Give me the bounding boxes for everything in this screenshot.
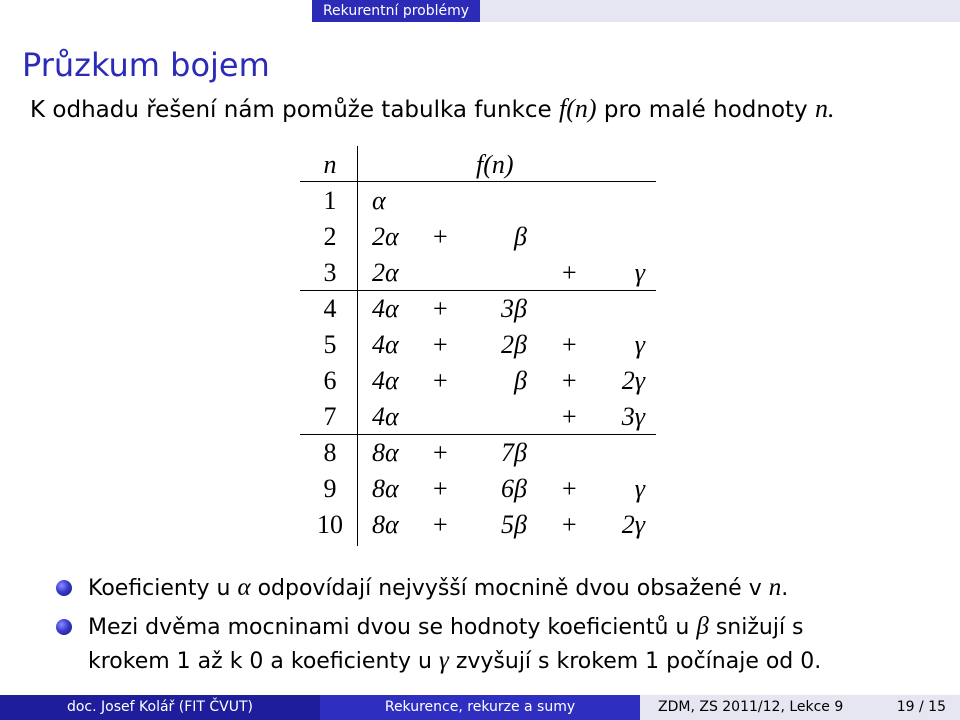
intro-end: . [827,94,835,123]
row-plus-1: + [433,294,448,323]
row-gamma-term: γ [634,474,645,503]
bullet-1-n: n [768,574,782,601]
table-vertical-line [357,146,358,546]
row-gamma-term: γ [634,330,645,359]
intro-before: K odhadu řešení nám pomůže tabulka funkce [30,97,559,123]
row-beta-term: 2β [501,330,527,359]
row-alpha-term: 4α [372,402,399,431]
bullet-2-gamma: γ [438,647,449,674]
row-n: 1 [323,186,337,215]
values-table [300,146,660,550]
header-bar-left [0,0,312,22]
table-group-rule-1 [300,290,656,291]
row-alpha-term: 4α [372,330,399,359]
row-alpha-term: 4α [372,294,399,323]
row-n: 3 [323,258,337,287]
row-n: 10 [317,510,343,539]
bullet-2-line2-post: zvyšují s krokem 1 počínaje od 0. [448,649,822,674]
footer-info [640,695,960,720]
footer-page-number: 19 / 15 [896,699,946,715]
bullet-icon [56,619,72,635]
footer-topic[interactable]: Rekurence, rekurze a sumy [320,695,640,720]
row-alpha-term: 8α [372,474,399,503]
row-gamma-term: 2γ [621,510,645,539]
row-n: 8 [323,438,337,467]
row-plus-1: + [433,438,448,467]
slide-title: Průzkum bojem [22,46,270,84]
row-beta-term: 5β [501,510,527,539]
row-plus-1: + [433,222,448,251]
row-plus-1: + [433,510,448,539]
bullet-1-end: . [781,576,789,601]
row-plus-2: + [562,402,577,431]
row-n: 4 [323,294,337,323]
row-plus-2: + [562,474,577,503]
row-alpha-term: α [372,186,386,215]
row-gamma-term: 2γ [621,366,645,395]
intro-function: f(n) [559,94,597,123]
bullet-1-pre: Koeficienty u [88,576,238,601]
row-plus-1: + [433,330,448,359]
row-alpha-term: 2α [372,258,399,287]
section-tab[interactable]: Rekurentní problémy [312,0,480,22]
bullet-1-alpha: α [237,574,251,601]
bullet-1-mid: odpovídají nejvyšší mocnině dvou obsažené v [250,576,769,601]
row-n: 2 [323,222,337,251]
bullet-icon [56,580,72,596]
row-beta-term: 7β [501,438,527,467]
row-alpha-term: 8α [372,510,399,539]
bullet-2-pre: Mezi dvěma mocninami dvou se hodnoty koeficientů u [88,615,697,640]
footer-author[interactable]: doc. Josef Kolář (FIT ČVUT) [0,695,320,720]
bullet-2-beta: β [696,613,709,640]
row-alpha-term: 4α [372,366,399,395]
row-n: 5 [323,330,337,359]
row-beta-term: 6β [501,474,527,503]
row-plus-2: + [562,330,577,359]
footer [0,695,960,720]
bullet-2-post: snižují s [708,615,804,640]
row-alpha-term: 8α [372,438,399,467]
row-n: 6 [323,366,337,395]
row-alpha-term: 2α [372,222,399,251]
row-plus-2: + [562,366,577,395]
bullet-2-continued [88,644,821,679]
row-beta-term: β [514,222,527,251]
table-header-fn: f(n) [476,150,514,179]
row-gamma-term: γ [634,258,645,287]
row-n: 9 [323,474,337,503]
intro-middle: pro malé hodnoty [596,97,815,123]
table-group-rule-2 [300,434,656,435]
row-plus-1: + [433,366,448,395]
intro-variable: n [814,94,828,123]
footer-date: ZDM, ZS 2011/12, Lekce 9 [658,699,844,715]
row-gamma-term: 3γ [621,402,645,431]
bullet-2-line2-pre: krokem 1 až k 0 a koeficienty u [88,649,439,674]
table-header-n: n [323,150,337,179]
bullet-1 [88,571,788,606]
bullet-2 [88,610,804,645]
row-beta-term: 3β [501,294,527,323]
row-plus-2: + [562,510,577,539]
row-n: 7 [323,402,337,431]
header-bar-right [480,0,960,22]
row-beta-term: β [514,366,527,395]
intro-text [30,94,834,124]
row-plus-2: + [562,258,577,287]
row-plus-1: + [433,474,448,503]
